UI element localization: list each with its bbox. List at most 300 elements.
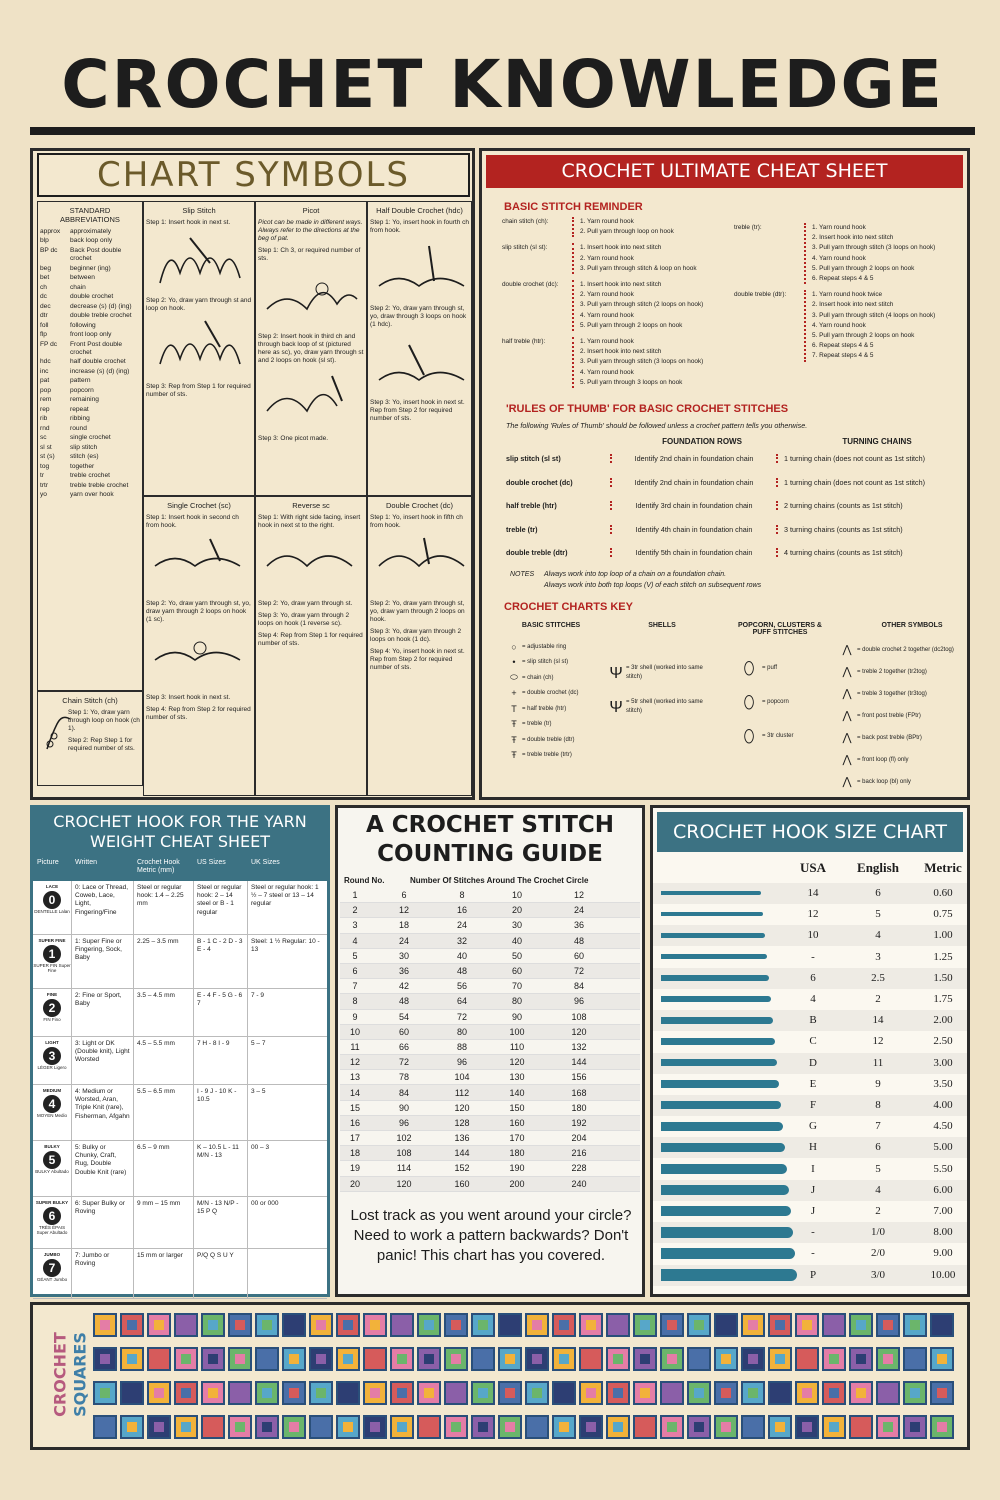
abbreviation-code: FP dc <box>40 340 58 348</box>
crochet-square-icon <box>282 1347 306 1371</box>
abbreviation-code: yo <box>40 491 47 499</box>
crochet-square-icon <box>498 1381 522 1405</box>
abbreviation-row <box>40 358 140 366</box>
hook-icon <box>661 1206 791 1217</box>
hook-metric: 5.00 <box>933 1141 953 1154</box>
abbreviation-code: ch <box>40 283 47 291</box>
crochet-square-icon <box>930 1313 954 1337</box>
key-meaning: = half treble (htr) <box>522 705 567 712</box>
abbreviation-row <box>40 415 140 423</box>
squares-label-squares: SQUARES <box>70 1332 90 1417</box>
hook-metric: 3.50 <box>933 1077 953 1090</box>
yarn-uk: 7 - 9 <box>247 989 327 1036</box>
hook-usa: J <box>810 1205 816 1217</box>
stitch-count: 20 <box>511 905 522 916</box>
crochet-square-icon <box>687 1415 711 1439</box>
yarn-metric: 3.5 – 4.5 mm <box>133 989 193 1036</box>
rules-row <box>506 447 966 471</box>
abbreviation-row <box>40 491 140 499</box>
yarn-number-icon: 6 <box>43 1207 61 1225</box>
crochet-square-icon <box>498 1313 522 1337</box>
rules-foundation: Identify 2nd chain in foundation chain <box>610 454 778 463</box>
stitch-step: 2. Insert hook into next stitch <box>812 301 894 309</box>
rules-row <box>506 471 966 495</box>
yarn-uk: Steel or regular hook: 1 ½ – 7 steel or 13 – 14 regular <box>247 881 327 934</box>
yarn-picture <box>33 1037 71 1084</box>
crochet-square-icon <box>822 1415 846 1439</box>
stitch-steps <box>572 337 703 388</box>
hook-english: 3/0 <box>870 1268 886 1281</box>
stitch-count: 168 <box>571 1087 587 1098</box>
stitch-count: 120 <box>454 1102 470 1113</box>
hook-icon <box>661 891 761 895</box>
crochet-square-icon <box>660 1313 684 1337</box>
key-meaning: = slip stitch (sl st) <box>522 659 569 666</box>
counting-row <box>340 1146 640 1161</box>
abbreviation-meaning: Front Post double crochet <box>70 340 123 356</box>
hook-icon <box>661 1101 781 1110</box>
abbreviation-meaning: stitch (es) <box>70 453 99 461</box>
crochet-square-icon <box>876 1381 900 1405</box>
crochet-square-icon <box>741 1347 765 1371</box>
stitch-count: 36 <box>573 920 584 931</box>
page-title: CROCHET KNOWLEDGE <box>61 46 944 123</box>
popcorn-icon: ⬯ <box>743 725 755 746</box>
crochet-square-icon <box>660 1381 684 1405</box>
stitch-count: 96 <box>398 1117 409 1128</box>
stitch-step: 3. Pull yarn through stitch (4 loops on hook) <box>812 311 936 319</box>
stitch-count: 120 <box>509 1057 525 1068</box>
crochet-square-icon <box>282 1415 306 1439</box>
yarn-badge-sub: DENTELLE Lalan <box>34 909 70 915</box>
stitch-count: 130 <box>509 1072 525 1083</box>
stitch-count: 10 <box>511 890 522 901</box>
yarn-number-icon: 7 <box>43 1259 61 1277</box>
hook-row <box>653 1180 967 1201</box>
counting-row <box>340 1101 640 1116</box>
hdc-s2: Step 2: Yo, draw yarn through st, yo, draw through 3 loops on hook (1 hdc). <box>370 305 467 328</box>
stitch-count: 96 <box>573 996 584 1007</box>
crochet-square-icon <box>282 1313 306 1337</box>
yarn-picture <box>33 989 71 1036</box>
round-number: 10 <box>349 1026 360 1037</box>
abbreviation-row <box>40 406 140 414</box>
crochet-square-icon <box>876 1313 900 1337</box>
key-other-row <box>837 749 967 771</box>
yarn-written: 2: Fine or Sport, Baby <box>71 989 133 1036</box>
rules-title: 'RULES OF THUMB' FOR BASIC CROCHET STITCHES <box>506 403 789 415</box>
slip-stitch-s1: Step 1: Insert hook in next st. <box>146 219 231 226</box>
crochet-square-icon <box>444 1347 468 1371</box>
crochet-square-icon <box>525 1415 549 1439</box>
abbreviation-row <box>40 396 140 404</box>
yarn-number-icon: 3 <box>43 1047 61 1065</box>
abbreviations-list <box>40 228 140 499</box>
counting-row <box>340 979 640 994</box>
counting-row <box>340 903 640 918</box>
hook-header-english: English <box>857 860 899 875</box>
hdc-cell <box>367 201 472 496</box>
hook-usa: 14 <box>807 887 819 899</box>
stitch-count: 60 <box>398 1026 409 1037</box>
stitch-count: 24 <box>398 935 409 946</box>
round-number: 8 <box>352 996 358 1007</box>
rules-foundation: Identify 4th chain in foundation chain <box>610 525 778 534</box>
cheat-sheet-title: CROCHET ULTIMATE CHEAT SHEET <box>486 155 963 188</box>
yarn-us: P/Q Q S U Y <box>193 1249 247 1298</box>
key-other-row <box>837 661 967 683</box>
shell-icon: Ψ <box>609 698 623 716</box>
popcorn-icon: ⬯ <box>743 691 755 712</box>
rules-foundation: Identify 3rd chain in foundation chain <box>610 501 778 510</box>
stitch-steps <box>804 290 935 361</box>
yarn-number-icon: 2 <box>43 999 61 1017</box>
other-icon: ⋀ <box>842 666 852 678</box>
abbreviation-row <box>40 463 140 471</box>
key-symbol: + <box>511 688 517 699</box>
yarn-row <box>33 1037 327 1085</box>
cheat-sheet-panel <box>479 148 970 800</box>
hook-english: 2/0 <box>870 1247 886 1260</box>
hook-icon <box>661 1143 785 1152</box>
other-icon: ⋀ <box>842 732 852 744</box>
crochet-square-icon <box>390 1381 414 1405</box>
abbreviation-code: rnd <box>40 424 50 432</box>
abbreviation-code: foll <box>40 321 49 329</box>
key-symbol: Ŧ <box>511 734 517 745</box>
hook-size-rows <box>653 883 967 1283</box>
hook-usa: F <box>809 1099 817 1111</box>
abbreviation-meaning: yarn over hook <box>70 491 114 499</box>
crochet-square-icon <box>363 1313 387 1337</box>
yarn-picture <box>33 1197 71 1248</box>
crochet-square-icon <box>417 1313 441 1337</box>
yarn-badge: JUMBO <box>43 1252 61 1257</box>
hdc-drawing-1 <box>374 241 469 296</box>
stitch-count: 152 <box>454 1163 470 1174</box>
crochet-square-icon <box>606 1347 630 1371</box>
abbreviation-row <box>40 368 140 376</box>
hook-usa: H <box>809 1141 817 1154</box>
hook-usa: D <box>809 1056 817 1069</box>
chart-symbols-title: CHART SYMBOLS <box>37 153 470 197</box>
rules-turning: 1 turning chain (does not count as 1st stitch) <box>784 454 926 464</box>
crochet-square-icon <box>309 1347 333 1371</box>
stitch-step: 5. Pull yarn through 2 loops on hook <box>812 264 915 272</box>
counting-row <box>340 949 640 964</box>
stitch-count: 216 <box>571 1148 587 1159</box>
abbreviation-row <box>40 247 140 264</box>
hdc-title: Half Double Crochet (hdc) <box>376 206 463 215</box>
stitch-count: 40 <box>511 935 522 946</box>
key-basic-row <box>506 748 626 764</box>
yarn-badge: LACE <box>45 884 59 889</box>
abbreviation-code: st (s) <box>40 453 55 461</box>
crochet-square-icon <box>471 1347 495 1371</box>
crochet-square-icon <box>552 1415 576 1439</box>
stitch-step: 5. Pull yarn through 2 loops on hook <box>812 332 915 340</box>
crochet-square-icon <box>768 1381 792 1405</box>
crochet-square-icon <box>795 1347 819 1371</box>
abbreviation-meaning: increase (s) (d) (ing) <box>70 367 130 375</box>
stitch-step: 5. Pull yarn through 3 loops on hook <box>580 378 683 386</box>
stitch-reminder-block <box>502 337 732 388</box>
stitch-count: 144 <box>454 1148 470 1159</box>
yarn-number-icon: 0 <box>43 891 61 909</box>
abbreviation-code: beg <box>40 264 52 272</box>
yarn-badge-sub: LÉGER Ligero <box>37 1065 67 1071</box>
stitch-step: 2. Yarn round hook <box>580 291 634 299</box>
crochet-square-icon <box>336 1347 360 1371</box>
yarn-uk: 3 – 5 <box>247 1085 327 1140</box>
single-drawing-1 <box>150 536 250 591</box>
key-symbol: ⬭ <box>510 672 518 683</box>
yarn-picture <box>33 1141 71 1196</box>
counting-row <box>340 1025 640 1040</box>
crochet-square-icon <box>579 1313 603 1337</box>
yarn-weight-headers <box>33 855 327 881</box>
hook-usa: J <box>810 1183 816 1196</box>
crochet-square-icon <box>876 1415 900 1439</box>
hook-row <box>653 1137 967 1158</box>
hook-row <box>653 947 967 968</box>
crochet-square-icon <box>417 1347 441 1371</box>
picot-s2: Step 2: Insert hook in third ch and through back loop of st (pictured here as sc), yo, draw yarn through st and 2 loops on hook (sl st). <box>258 333 364 364</box>
stitch-count: 228 <box>571 1163 587 1174</box>
counting-row <box>340 1085 640 1100</box>
crochet-square-icon <box>633 1381 657 1405</box>
hook-header-metric: Metric <box>924 860 962 875</box>
slip-stitch-drawing-1 <box>150 233 250 288</box>
stitch-step: 2. Insert hook into next stitch <box>812 234 894 242</box>
hook-english: 14 <box>872 1014 884 1027</box>
stitch-count: 160 <box>454 1178 470 1189</box>
abbreviation-code: rep <box>40 405 50 413</box>
crochet-square-icon <box>849 1347 873 1371</box>
hook-icon <box>661 1248 795 1260</box>
stitch-count: 80 <box>511 996 522 1007</box>
counting-row <box>340 1177 640 1192</box>
yarn-badge: SUPER FINE <box>38 938 66 943</box>
chain-stitch-cell <box>37 691 143 786</box>
stitch-count: 114 <box>396 1163 412 1174</box>
stitch-steps <box>572 243 697 274</box>
stitch-count: 84 <box>398 1087 409 1098</box>
single-crochet-s1: Step 1: Insert hook in second ch from hook. <box>146 514 239 529</box>
hdc-drawing-2 <box>374 335 469 390</box>
hook-english: 2.5 <box>871 971 885 984</box>
shell-icon: Ψ <box>609 664 623 682</box>
stitch-count: 48 <box>398 996 409 1007</box>
crochet-square-icon <box>876 1347 900 1371</box>
rules-intro: The following 'Rules of Thumb' should be followed unless a crochet pattern tells you otherwise. <box>506 421 808 430</box>
stitch-count: 144 <box>571 1057 587 1068</box>
slip-stitch-cell <box>143 201 255 496</box>
yarn-us: Steel or regular hook: 2 – 14 steel or B - 1 regular <box>193 881 247 934</box>
yarn-uk: Steel: 1 ½ Regular: 10 - 13 <box>247 935 327 988</box>
abbreviation-meaning: approximately <box>70 228 112 235</box>
hook-icon <box>661 1017 773 1024</box>
reverse-sc-s1: Step 1: With right side facing, insert hook in next st to the right. <box>258 514 361 529</box>
other-meaning: = back loop (bl) only <box>857 779 911 785</box>
crochet-square-icon <box>147 1347 171 1371</box>
title-rule <box>30 127 975 135</box>
yarn-badge: MEDIUM <box>42 1088 62 1093</box>
hook-size-panel <box>650 805 970 1297</box>
stitch-count: 110 <box>509 1041 525 1052</box>
hook-english: 3 <box>875 950 881 963</box>
rules-row <box>506 518 966 542</box>
counting-title-1: A CROCHET STITCH <box>365 812 615 838</box>
stitch-count: 90 <box>398 1102 409 1113</box>
counting-header-round: Round No. <box>344 876 385 885</box>
stitch-count: 88 <box>456 1041 467 1052</box>
counting-row <box>340 1131 640 1146</box>
stitch-count: 72 <box>573 966 584 977</box>
crochet-square-icon <box>228 1415 252 1439</box>
crochet-square-icon <box>255 1415 279 1439</box>
rules-turning: 4 turning chains (counts as 1st stitch) <box>784 548 903 558</box>
abbreviation-row <box>40 472 140 480</box>
hook-row <box>653 1201 967 1222</box>
round-number: 19 <box>349 1163 360 1174</box>
abbreviation-row <box>40 312 140 320</box>
stitch-steps <box>804 223 935 284</box>
yarn-uk <box>247 1249 327 1298</box>
abbreviation-meaning: Back Post double crochet <box>70 246 122 263</box>
yarn-us: 7 H - 8 I - 9 <box>193 1037 247 1084</box>
other-icon: ⋀ <box>842 644 852 656</box>
crochet-square-icon <box>390 1313 414 1337</box>
squares-grid <box>93 1313 963 1447</box>
stitch-count: 80 <box>456 1026 467 1037</box>
yarn-badge-sub: GÉANT Jumbo <box>36 1277 68 1283</box>
stitch-step: 3. Pull yarn through stitch & loop on hook <box>580 264 697 272</box>
abbreviation-row <box>40 387 140 395</box>
stitch-count: 30 <box>398 950 409 961</box>
yarn-number-icon: 1 <box>43 945 61 963</box>
crochet-square-icon <box>768 1313 792 1337</box>
stitch-count: 48 <box>573 935 584 946</box>
reverse-sc-s2: Step 2: Yo, draw yarn through st. <box>258 600 353 607</box>
abbreviation-meaning: slip stitch <box>70 443 98 451</box>
yarn-row <box>33 881 327 935</box>
yarn-uk: 00 – 3 <box>247 1141 327 1196</box>
crochet-square-icon <box>309 1313 333 1337</box>
other-meaning: = front post treble (FPtr) <box>857 713 921 719</box>
stitch-step: 3. Pull yarn through stitch (2 loops on hook) <box>580 301 704 309</box>
hook-english: 5 <box>875 908 881 921</box>
abbreviation-meaning: double treble crochet <box>70 312 132 320</box>
note-2: Always work into both top loops (V) of each stitch on subsequent rows <box>544 582 762 589</box>
abbreviation-meaning: front loop only <box>70 331 112 339</box>
key-meaning: = treble treble (trtr) <box>522 752 572 759</box>
stitch-count: 132 <box>571 1041 587 1052</box>
crochet-square-icon <box>147 1415 171 1439</box>
counting-row <box>340 888 640 903</box>
counting-row <box>340 918 640 933</box>
chain-stitch-step2: Step 2: Rep Step 1 for required number of sts. <box>68 737 135 752</box>
hook-usa: 4 <box>810 993 816 1005</box>
counting-row <box>340 934 640 949</box>
abbreviation-meaning: decrease (s) (d) (ing) <box>70 302 132 310</box>
stitch-step: 4. Yarn round hook <box>580 368 634 376</box>
hook-usa: P <box>809 1268 817 1281</box>
yarn-us: M/N - 13 N/P - 15 P Q <box>193 1197 247 1248</box>
crochet-square-icon <box>795 1313 819 1337</box>
hdc-s1: Step 1: Yo, insert hook in fourth ch from hook. <box>370 219 470 234</box>
round-number: 18 <box>349 1148 360 1159</box>
stitch-count: 102 <box>396 1133 412 1144</box>
abbreviation-code: hdc <box>40 358 51 366</box>
hook-row <box>653 968 967 989</box>
hook-row <box>653 883 967 904</box>
abbreviation-code: blp <box>40 237 49 245</box>
abbreviation-row <box>40 434 140 442</box>
stitch-step: 1. Yarn round hook <box>812 224 866 231</box>
hook-row <box>653 1265 967 1286</box>
abbreviation-row <box>40 284 140 292</box>
rules-foundation: Identify 5th chain in foundation chain <box>610 548 778 557</box>
abbreviation-row <box>40 303 140 311</box>
hook-icon <box>661 975 769 981</box>
counting-footer: Lost track as you went around your circle? Need to work a pattern backwards? Don't panic! This chart has you covered. <box>350 1207 632 1264</box>
crochet-square-icon <box>660 1347 684 1371</box>
yarn-metric: Steel or regular hook: 1.4 – 2.25 mm <box>133 881 193 934</box>
stitch-step: 2. Pull yarn through loop on hook <box>580 228 674 236</box>
yarn-metric: 5.5 – 6.5 mm <box>133 1085 193 1140</box>
stitch-name: treble (tr): <box>734 224 762 231</box>
stitch-count: 160 <box>509 1117 525 1128</box>
yarn-weight-rows <box>33 881 327 1299</box>
hook-metric: 5.50 <box>933 1162 953 1175</box>
abbreviation-meaning: popcorn <box>70 386 94 394</box>
yarn-written: 1: Super Fine or Fingering, Sock, Baby <box>71 935 133 988</box>
abbreviation-code: pop <box>40 386 52 394</box>
crochet-square-icon <box>741 1313 765 1337</box>
abbreviation-meaning: chain <box>70 283 86 291</box>
slip-stitch-drawing-2 <box>150 319 250 374</box>
abbreviations-cell <box>37 201 143 691</box>
round-number: 3 <box>352 920 358 931</box>
stitch-count: 60 <box>573 950 584 961</box>
crochet-square-icon <box>282 1381 306 1405</box>
stitch-count: 150 <box>509 1102 525 1113</box>
key-popcorn-row <box>736 651 836 685</box>
abbreviation-row <box>40 482 140 490</box>
crochet-square-icon <box>687 1347 711 1371</box>
crochet-square-icon <box>336 1313 360 1337</box>
yarn-row <box>33 1141 327 1197</box>
stitch-count: 16 <box>456 905 467 916</box>
abbreviation-code: rem <box>40 396 52 404</box>
yarn-metric: 9 mm – 15 mm <box>133 1197 193 1248</box>
crochet-square-icon <box>822 1381 846 1405</box>
yarn-row <box>33 1085 327 1141</box>
rules-row <box>506 541 966 565</box>
crochet-square-icon <box>417 1381 441 1405</box>
key-other-row <box>837 771 967 793</box>
crochet-square-icon <box>309 1415 333 1439</box>
crochet-square-icon <box>714 1381 738 1405</box>
stitch-count: 180 <box>509 1148 525 1159</box>
stitch-count: 30 <box>511 920 522 931</box>
crochet-square-icon <box>255 1381 279 1405</box>
stitch-count: 12 <box>398 905 409 916</box>
hook-row <box>653 1243 967 1264</box>
yarn-number-icon: 4 <box>43 1095 61 1113</box>
reverse-sc-s4: Step 4: Rep from Step 1 for required number of sts. <box>258 632 363 647</box>
